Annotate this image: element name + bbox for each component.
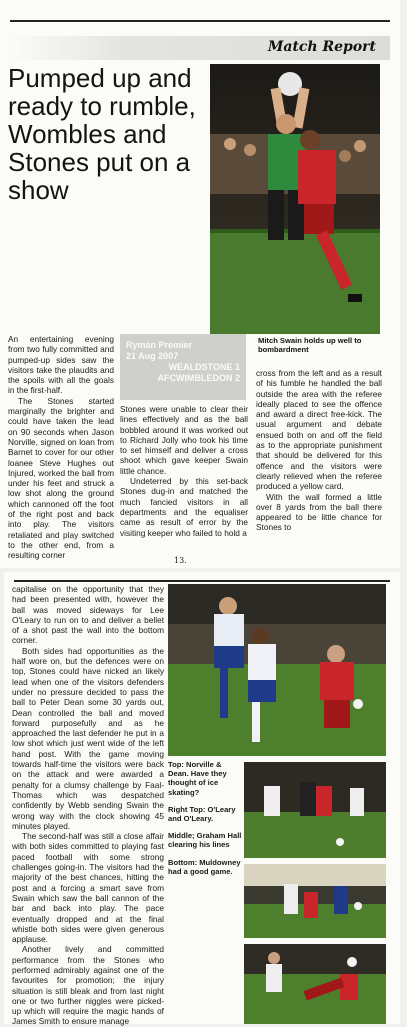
top-rule	[10, 20, 390, 22]
main-photo-caption: Mitch Swain holds up well to bombardment	[258, 336, 362, 355]
paragraph: Undeterred by this set-back Stones dug-in and matched the much fancied visitors in all departments and the equaliser came as result of error by the visiting keeper who failed to hold a	[120, 476, 248, 538]
paragraph: Both sides had opportunities as the half wore on, but the defences were on top, Stones could have nicked an likely lead when one of the visitors defenders under no pressure decided to pass the ball to Peter Dean some 30 yards out, Dean controlled the ball and moved forward purposefully and as he approached the last defender he put in a low shot which just went wide of the left hand post. With the game moving towards half-time the visitors were back on the attack and were awarded a penalty for a clumsy challenge by Faal-Thomas which was despatched confidently by Webb sending Swain the wrong way with the clock showing 45 minutes played.	[12, 645, 164, 831]
home-score: WEALDSTONE 1	[168, 362, 240, 372]
top-photo	[168, 584, 386, 756]
right-top-photo	[244, 762, 386, 858]
paragraph: The second-half was still a close affair with both sides committed to playing fast paced football with some strong challenges going-in. The visitors had the majority of the best chances, hitting the post and a forcing a smart save from Swain which saw the ball cannon of the bar and back into play. The pace eventually dropped and at the final whistle both sides were given generous applause.	[12, 831, 164, 945]
paragraph: With the wall formed a little over 8 yards from the ball there appeared to be little chance for Stones to	[256, 491, 382, 533]
article-column-2	[120, 404, 248, 538]
oleary-photo-illustration	[244, 762, 386, 858]
page-number: 13.	[174, 556, 187, 565]
away-score: AFCWIMBLEDON 2	[157, 373, 240, 383]
article-column-1	[8, 334, 114, 561]
bottom-photo	[244, 944, 386, 1024]
players-challenge-photo-illustration	[168, 584, 386, 756]
graham-hall-photo-illustration	[244, 864, 386, 938]
caption-right-top: Right Top: O'Leary and O'Leary.	[168, 804, 236, 824]
headline: Pumped up and ready to rumble, Wombles and Stones put on a show	[8, 63, 196, 205]
match-date: 21 Aug 2007	[126, 351, 179, 361]
page-14	[4, 572, 400, 1027]
top-rule	[14, 580, 390, 582]
paragraph: The Stones started marginally the brighter and could have taken the lead on 90 seconds when Jason Norville, signed on loan from Barnet to cover for our other loanee Steve Hughes out Injured, worked the ball from under his feet and struck a low shot along the ground which cannoned off the foot of the right post and back into play. The visitors retaliated and play switched to the other end, from a resulting corner	[8, 395, 114, 561]
caption-bottom: Bottom: Muldowney had a good game.	[168, 857, 241, 876]
result-box	[120, 334, 246, 400]
paragraph: Another lively and committed performance from the Stones who performed admirably against one of the favourites for promotion; the injury situation is still bleak and from last night one or two further niggles were picked-up which will require the magic hands of James Smith to ensure manage	[12, 944, 164, 1027]
main-photo	[210, 64, 380, 334]
article-column-3	[256, 368, 382, 533]
paragraph: cross from the left and as a result of his fumble he handled the ball outside the area with the referee ideally placed to see the offence and award a direct free-kick. The usual argument and debate ensued both on and off the field as to the appropriate punishment that should be delivered for this offence and the visitors were clearly relieved when the referee produced a yellow card.	[256, 368, 382, 492]
caption-top: Top: Norville & Dean. Have they thought of ice skating?	[168, 760, 227, 797]
paragraph: An entertaining evening from two fully committed and pumped-up sides saw the visitors take the plaudits and the spoils with all the goals in the first-half.	[8, 334, 114, 396]
paragraph: capitalise on the opportunity that they had been presented with, however the ball was moved sideways for Lee O'Leary to run on to and deliver a bellet of a shot past the wall into the bottom corner.	[12, 584, 164, 646]
article-column-4	[12, 584, 164, 1027]
photo-captions	[168, 760, 244, 884]
caption-middle: Middle; Graham Hall clearing his lines	[168, 831, 242, 850]
paragraph: Stones were unable to clear their lines effectively and as the ball bobbled around it was worked out to Richard Jolly who took his time to set himself and deliver a cross shoot which gave keeper Swain little chance.	[120, 404, 248, 476]
middle-photo	[244, 864, 386, 938]
section-title: Match Report	[267, 39, 376, 55]
goalkeeper-photo-illustration	[210, 64, 380, 334]
muldowney-photo-illustration	[244, 944, 386, 1024]
league-name: Ryman Premier	[126, 340, 193, 350]
